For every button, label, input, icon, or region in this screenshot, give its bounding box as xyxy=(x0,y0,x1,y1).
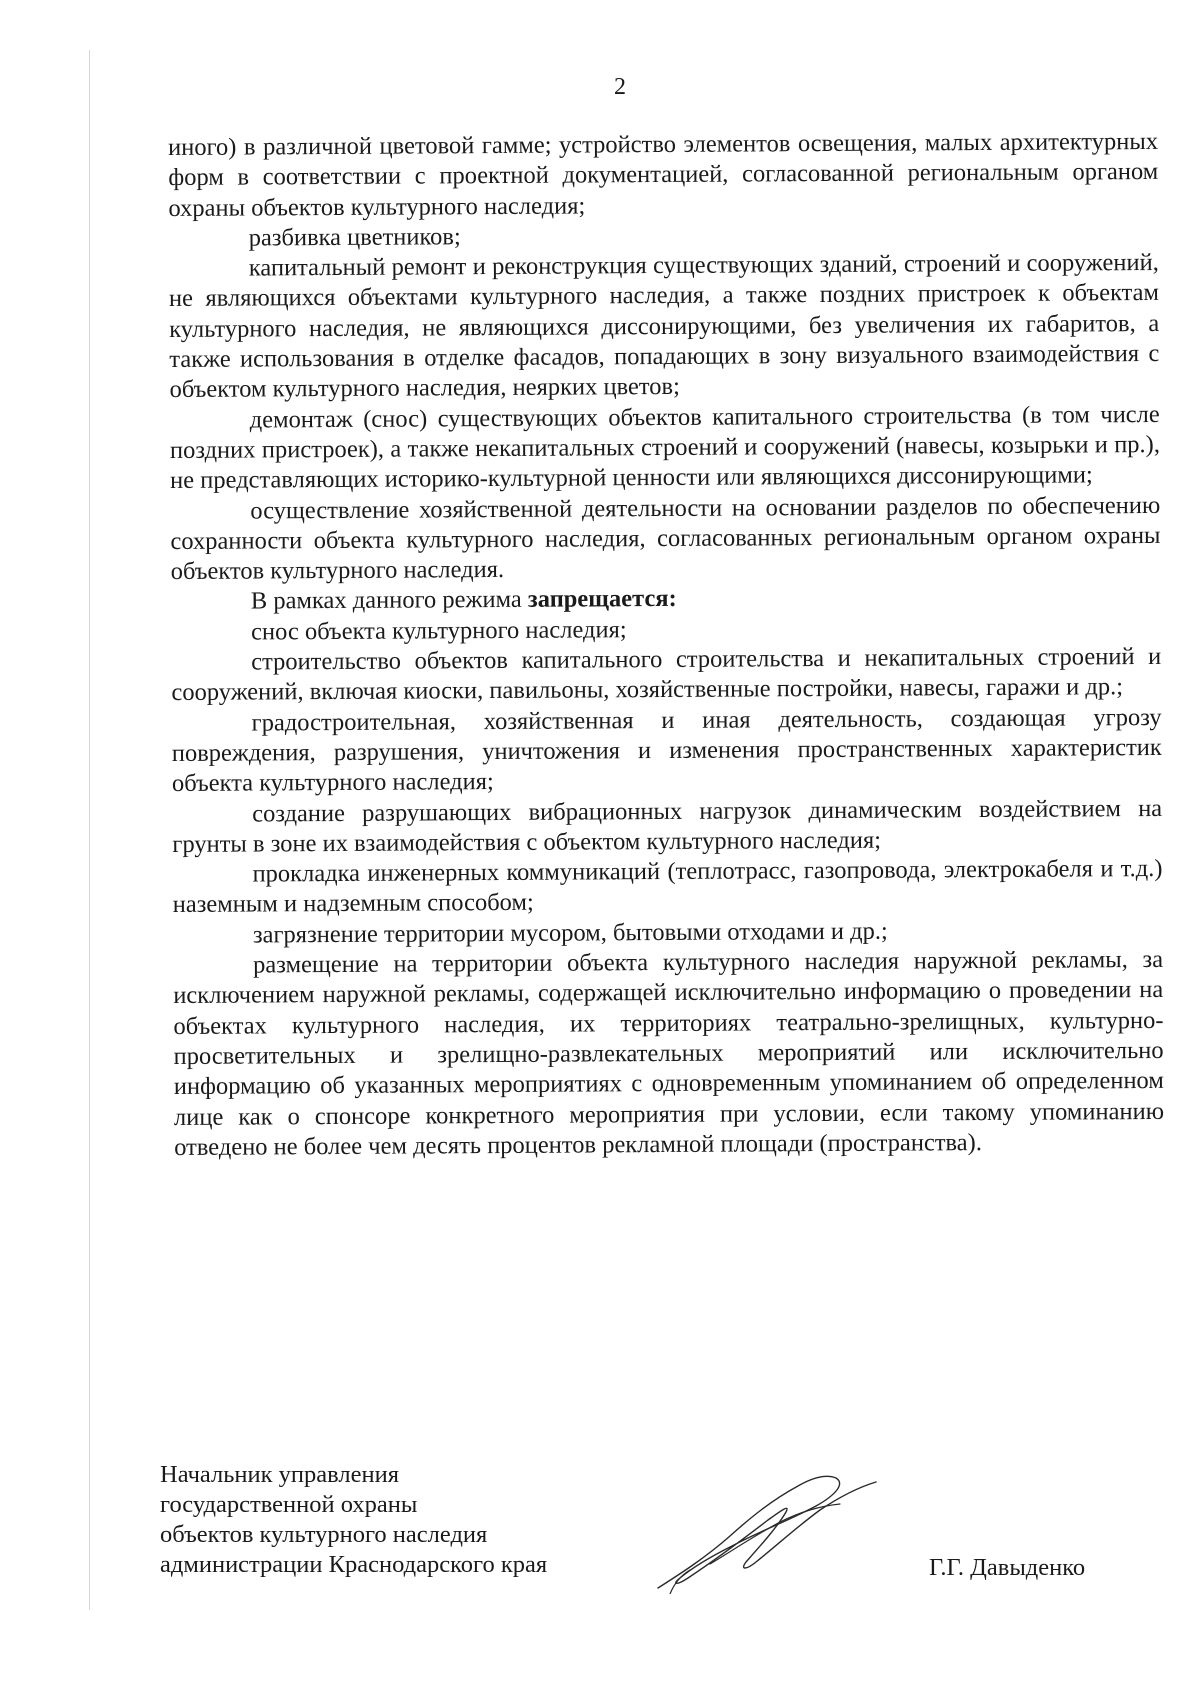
signer-title-line: государственной охраны xyxy=(160,1491,418,1518)
left-margin-rule xyxy=(89,50,90,1610)
handwritten-signature xyxy=(650,1466,880,1594)
page-number: 2 xyxy=(614,74,626,100)
paragraph-flowerbeds: разбивка цветников; xyxy=(248,223,461,252)
signature-block xyxy=(160,1460,1160,1590)
paragraph-prohibit-urban-activity: градостроительная, хозяйственная и иная деятельность, создающая угрозу повреждения, разрушения, уничтожения и изменения пространственных характеристик объекта культурного наследия; xyxy=(171,703,1162,798)
prohibited-intro-text: В рамках данного режима xyxy=(250,586,528,615)
paragraph-capital-repair: капитальный ремонт и реконструкция существующих зданий, строений и сооружений, не являющихся объектами культурного наследия, а также поздних пристроек к объектам культурного наследия, не являющихся диссонирующими, без увеличения их габаритов, а также использования в отделке фасадов, попадающих в зону визуального взаимодействия с объектом культурного наследия, неярких цветов; xyxy=(168,249,1160,404)
paragraph-demolition: демонтаж (снос) существующих объектов капитального строительства (в том числе поздних пристроек), а также некапитальных строений и сооружений (навесы, козырьки и пр.), не представляющих историко-культурной ценности или являющихся диссонирующими; xyxy=(169,400,1161,495)
document-body xyxy=(168,127,1164,1163)
prohibited-keyword: запрещается: xyxy=(527,585,677,614)
paragraph-prohibit-advertising: размещение на территории объекта культурного наследия наружной рекламы, за исключением наружной рекламы, содержащей исключительно информацию о проведении на объектах культурного наследия, их территориях театрально-зрелищных, культурно-просветительных и зрелищно-развлекательных мероприятий или исключительно информацию об указанных мероприятиях с одновременным упоминанием об определенном лице как о спонсоре конкретного мероприятия при условии, если такому упоминанию отведено не более чем десять процентов рекламной площади (пространства). xyxy=(173,945,1165,1161)
signer-title-line: администрации Краснодарского края xyxy=(160,1551,548,1578)
signer-title-line: Начальник управления xyxy=(160,1461,399,1488)
paragraph-continuation: иного) в различной цветовой гамме; устройство элементов освещения, малых архитектурных форм в соответствии с проектной документацией, согласованной региональным органом охраны объектов культурного наследия; xyxy=(168,127,1159,222)
paragraph-prohibit-pollution: загрязнение территории мусором, бытовыми отходами и др.; xyxy=(252,917,888,949)
paragraph-economic-activity: осуществление хозяйственной деятельности на основании разделов по обеспечению сохранности объекта культурного наследия, согласованных региональным органом охраны объектов культурного наследия. xyxy=(170,491,1161,586)
signer-name: Г.Г. Давыденко xyxy=(929,1554,1086,1581)
paragraph-prohibit-demolition: снос объекта культурного наследия; xyxy=(250,615,627,646)
signer-title-line: объектов культурного наследия xyxy=(160,1521,488,1548)
paragraph-prohibit-utilities: прокладка инженерных коммуникаций (теплотрасс, газопровода, электрокабеля и т.д.) наземным и надземным способом; xyxy=(172,855,1163,919)
paragraph-prohibit-vibration: создание разрушающих вибрационных нагрузок динамическим воздействием на грунты в зоне их взаимодействия с объектом культурного наследия; xyxy=(172,794,1163,858)
paragraph-prohibit-construction: строительство объектов капитального строительства и некапитальных строений и сооружений, включая киоски, павильоны, хозяйственные постройки, навесы, гаражи и др.; xyxy=(171,642,1162,707)
signer-title xyxy=(160,1460,547,1580)
